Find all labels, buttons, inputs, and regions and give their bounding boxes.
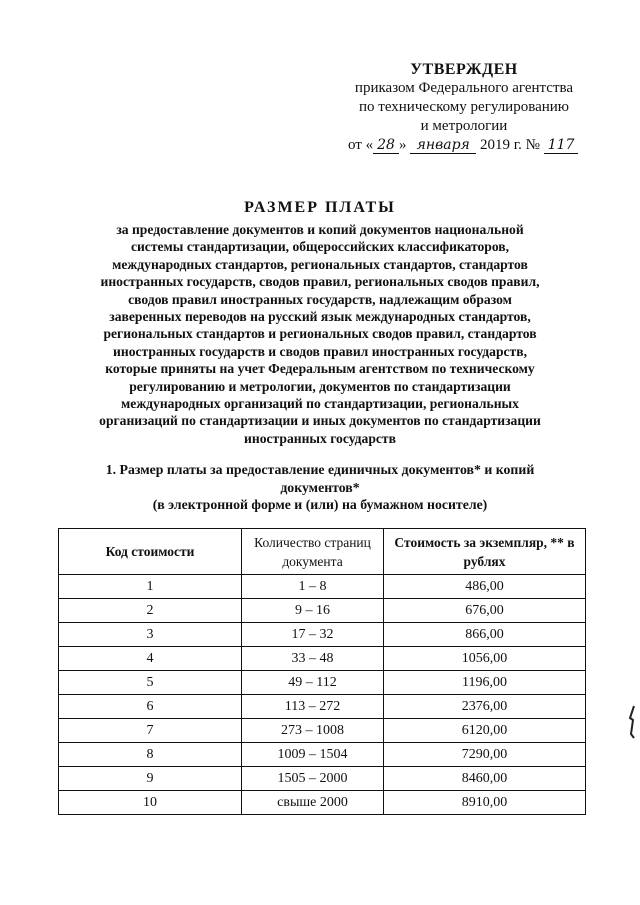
subtitle-line: иностранных государств xyxy=(244,430,396,446)
cell-price: 486,00 xyxy=(384,575,586,599)
header-page-count: Количество страниц документа xyxy=(242,529,384,575)
table-row xyxy=(59,623,586,647)
cell-price: 1196,00 xyxy=(384,671,586,695)
cell-cost-code: 7 xyxy=(59,719,242,743)
date-prefix: от « xyxy=(348,137,374,153)
year-text: 2019 г. № xyxy=(479,137,540,153)
subtitle-line: регулированию и метрологии, документов по стандартизации xyxy=(129,378,511,394)
section-1-heading xyxy=(60,461,580,514)
cell-page-range: 49 – 112 xyxy=(242,671,384,695)
cell-page-range: 1505 – 2000 xyxy=(242,767,384,791)
cell-page-range: 9 – 16 xyxy=(242,599,384,623)
approval-block xyxy=(336,60,592,155)
fee-table xyxy=(58,528,586,815)
subtitle-line: международных стандартов, региональных стандартов, стандартов xyxy=(112,256,528,272)
cell-page-range: 1009 – 1504 xyxy=(242,743,384,767)
table-row xyxy=(59,575,586,599)
cell-cost-code: 2 xyxy=(59,599,242,623)
table-row xyxy=(59,791,586,815)
cell-price: 7290,00 xyxy=(384,743,586,767)
section-heading-line: документов* xyxy=(280,479,360,495)
document-subtitle xyxy=(52,221,588,447)
cell-cost-code: 3 xyxy=(59,623,242,647)
table-row xyxy=(59,599,586,623)
cell-cost-code: 9 xyxy=(59,767,242,791)
cell-price: 866,00 xyxy=(384,623,586,647)
cell-price: 2376,00 xyxy=(384,695,586,719)
section-heading-line: 1. Размер платы за предоставление единичных документов* и копий xyxy=(105,462,535,477)
cell-page-range: 33 – 48 xyxy=(242,647,384,671)
cell-cost-code: 4 xyxy=(59,647,242,671)
handwritten-month: января xyxy=(410,138,476,154)
table-header-row xyxy=(59,529,586,575)
subtitle-line: системы стандартизации, общероссийских классификаторов, xyxy=(130,239,510,255)
table-row xyxy=(59,695,586,719)
subtitle-line: которые приняты на учет Федеральным агентством по техническому xyxy=(105,361,535,377)
cell-price: 8460,00 xyxy=(384,767,586,791)
header-cost-code: Код стоимости xyxy=(59,529,242,575)
cell-price: 1056,00 xyxy=(384,647,586,671)
cell-cost-code: 8 xyxy=(59,743,242,767)
subtitle-line: региональных стандартов и региональных сводов правил, стандартов xyxy=(103,326,537,342)
handwritten-day: 28 xyxy=(373,138,399,154)
document-title: РАЗМЕР ПЛАТЫ xyxy=(244,199,396,216)
cell-page-range: 17 – 32 xyxy=(242,623,384,647)
date-mid: » xyxy=(398,137,407,153)
cell-cost-code: 5 xyxy=(59,671,242,695)
subtitle-line: иностранных государств и сводов правил иностранных государств, xyxy=(113,343,527,359)
approval-line: и метрологии xyxy=(420,118,508,134)
subtitle-line: заверенных переводов на русский язык международных стандартов, xyxy=(109,309,531,325)
approval-line: по техническому регулированию xyxy=(358,99,570,115)
table-row xyxy=(59,743,586,767)
subtitle-line: за предоставление документов и копий документов национальной xyxy=(116,222,524,237)
subtitle-line: иностранных государств, сводов правил, региональных сводов правил, xyxy=(100,274,540,290)
subtitle-line: организаций по стандартизации и иных документов по стандартизации xyxy=(99,413,541,429)
table-row xyxy=(59,767,586,791)
cell-price: 676,00 xyxy=(384,599,586,623)
cell-page-range: 113 – 272 xyxy=(242,695,384,719)
table-row xyxy=(59,647,586,671)
approval-title: УТВЕРЖДЕН xyxy=(410,61,518,78)
section-heading-line: (в электронной форме и (или) на бумажном носителе) xyxy=(152,497,488,512)
table-row xyxy=(59,719,586,743)
cell-price: 8910,00 xyxy=(384,791,586,815)
cell-cost-code: 10 xyxy=(59,791,242,815)
binding-mark xyxy=(628,704,636,740)
cell-cost-code: 6 xyxy=(59,695,242,719)
subtitle-line: международных организаций по стандартизации, региональных xyxy=(121,396,519,412)
cell-page-range: свыше 2000 xyxy=(242,791,384,815)
table-row xyxy=(59,671,586,695)
cell-price: 6120,00 xyxy=(384,719,586,743)
order-date-line xyxy=(336,136,592,155)
subtitle-line: сводов правил иностранных государств, надлежащим образом xyxy=(128,291,512,307)
cell-page-range: 1 – 8 xyxy=(242,575,384,599)
header-cost-per-copy: Стоимость за экземпляр, ** в рублях xyxy=(384,529,586,575)
handwritten-order-number: 117 xyxy=(544,138,579,154)
cell-page-range: 273 – 1008 xyxy=(242,719,384,743)
approval-line: приказом Федерального агентства xyxy=(354,80,574,96)
cell-cost-code: 1 xyxy=(59,575,242,599)
